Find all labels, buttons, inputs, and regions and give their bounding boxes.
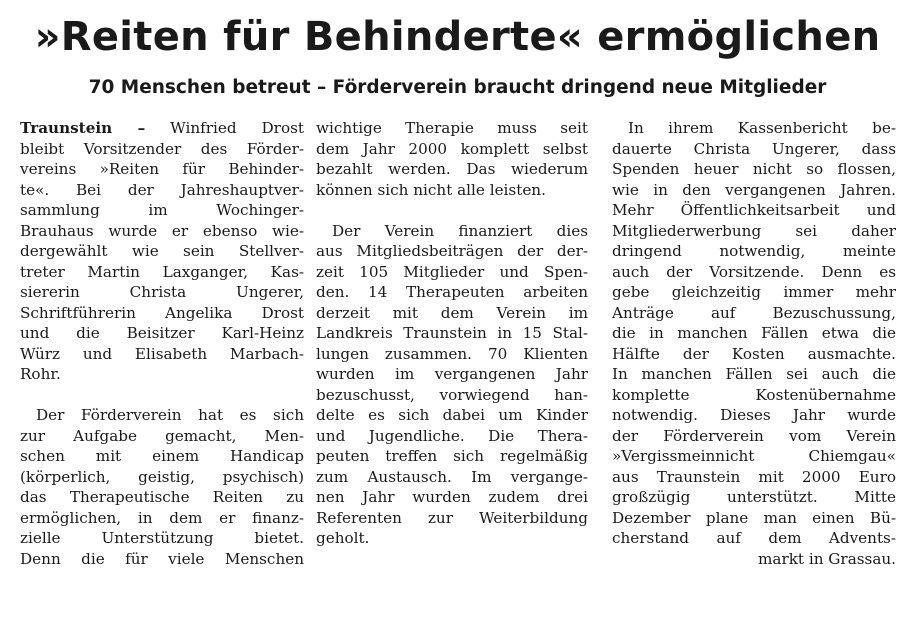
text-line: zeit 105 Mitglieder und Spen- <box>316 262 588 281</box>
article-subheadline: 70 Menschen betreut – Förderverein braucht dringend neue Mitglieder <box>88 77 827 98</box>
text-line: nen Jahr wurden zudem drei <box>316 488 588 506</box>
text-line: wichtige Therapie muss seit <box>316 119 588 137</box>
text-line: te«. Bei der Jahreshauptver- <box>20 180 304 199</box>
text-line: (körperlich, geistig, psychisch) <box>20 467 304 486</box>
text-line: vereins »Reiten für Behinder- <box>20 160 304 178</box>
text-line: Spenden heuer nicht so flossen, <box>612 160 896 178</box>
paragraph-4 <box>316 221 588 549</box>
text-line: der Förderverein vom Verein <box>612 426 896 445</box>
text-line: Denn die für viele Menschen <box>20 549 304 568</box>
text-line: geholt. <box>316 529 370 547</box>
text-line: »Vergissmeinnicht Chiemgau« <box>612 447 896 465</box>
text-line: lungen zusammen. 70 Klienten <box>316 344 588 363</box>
text-line: derzeit mit dem Verein im <box>316 303 588 322</box>
text-line: treter Martin Laxganger, Kas- <box>20 262 304 281</box>
paragraph-1 <box>20 118 304 385</box>
text-line: delte es sich dabei um Kinder <box>316 406 588 424</box>
text-line: dringend notwendig, meinte <box>612 242 896 260</box>
paragraph-gap <box>316 200 588 221</box>
paragraph-gap <box>20 385 304 406</box>
text-line: auch der Vorsitzende. Denn es <box>612 262 896 281</box>
text-line: bezahlt werden. Das wiederum <box>316 160 588 178</box>
text-line: Rohr. <box>20 365 61 383</box>
text-line: gebe gleichzeitig immer mehr <box>612 283 896 301</box>
text-line: bezuschusst, vorwiegend han- <box>316 385 588 404</box>
text-line: können sich nicht alle leisten. <box>316 180 546 199</box>
text-line: das Therapeutische Reiten zu <box>20 488 304 506</box>
text-line: notwendig. Dieses Jahr wurde <box>612 406 896 424</box>
article-column-3 <box>612 118 896 569</box>
paragraph-2 <box>20 405 304 569</box>
dateline: Traunstein – <box>20 119 146 137</box>
text-line: Brauhaus wurde er ebenso wie- <box>20 221 304 240</box>
text-line: komplette Kostenübernahme <box>612 385 896 404</box>
text-line: und Jugendliche. Die Thera- <box>316 426 588 445</box>
text-line: Dezember plane man einen Bü- <box>612 508 896 527</box>
text-line: peuten treffen sich regelmäßig <box>316 447 588 465</box>
text-line: schen mit einem Handicap <box>20 447 304 465</box>
text-line: sammlung im Wochinger- <box>20 201 304 219</box>
text-line: markt in Grassau. <box>757 549 896 568</box>
text-line: zum Austausch. Im vergange- <box>316 467 588 486</box>
text-line: Mitgliederwerbung sei daher <box>612 221 896 240</box>
text-line: Schriftführerin Angelika Drost <box>20 303 304 322</box>
text-line: aus Mitgliedsbeiträgen der der- <box>316 242 588 260</box>
article-column-1 <box>20 118 304 569</box>
text-line: dergewählt wie sein Stellver- <box>20 242 304 260</box>
text-line: bleibt Vorsitzender des Förder- <box>20 139 304 158</box>
text-line: Referenten zur Weiterbildung <box>316 508 588 527</box>
text-line: In manchen Fällen sei auch die <box>612 365 896 383</box>
paragraph-3 <box>316 118 588 200</box>
text-line: wie in den vergangenen Jahren. <box>612 180 896 199</box>
text-line: aus Traunstein mit 2000 Euro <box>612 467 896 486</box>
text-line: und die Beisitzer Karl-Heinz <box>20 324 304 342</box>
text-line: Landkreis Traunstein in 15 Stal- <box>316 324 588 342</box>
text-line <box>20 118 304 139</box>
text-line: ermöglichen, in dem er finanz- <box>20 508 304 527</box>
text-line: Würz und Elisabeth Marbach- <box>20 344 304 363</box>
text-line: Hälfte der Kosten ausmachte. <box>612 344 896 363</box>
text-line: cherstand auf dem Advents- <box>612 529 896 547</box>
text-line: wurden im vergangenen Jahr <box>316 365 588 383</box>
text-line: Der Förderverein hat es sich <box>36 406 304 424</box>
text-line: den. 14 Therapeuten arbeiten <box>316 283 588 301</box>
text-line: zur Aufgabe gemacht, Men- <box>20 426 304 445</box>
article-column-2 <box>316 118 588 549</box>
paragraph-5 <box>612 118 896 569</box>
text-line: dauerte Christa Ungerer, dass <box>612 139 896 158</box>
text-line: siererin Christa Ungerer, <box>20 283 304 301</box>
text-line: In ihrem Kassenbericht be- <box>628 119 896 137</box>
text-line: Anträge auf Bezuschussung, <box>612 303 896 322</box>
text-line: zielle Unterstützung bietet. <box>20 529 304 547</box>
text-line: dem Jahr 2000 komplett selbst <box>316 139 588 158</box>
text-line: Der Verein finanziert dies <box>332 221 588 240</box>
text-line: Mehr Öffentlichkeitsarbeit und <box>612 201 896 219</box>
text-line: großzügig unterstützt. Mitte <box>612 488 896 506</box>
article-headline: »Reiten für Behinderte« ermöglichen <box>34 14 881 60</box>
text-line: die in manchen Fällen etwa die <box>612 324 896 342</box>
text-fragment: Winfried Drost <box>145 119 304 137</box>
